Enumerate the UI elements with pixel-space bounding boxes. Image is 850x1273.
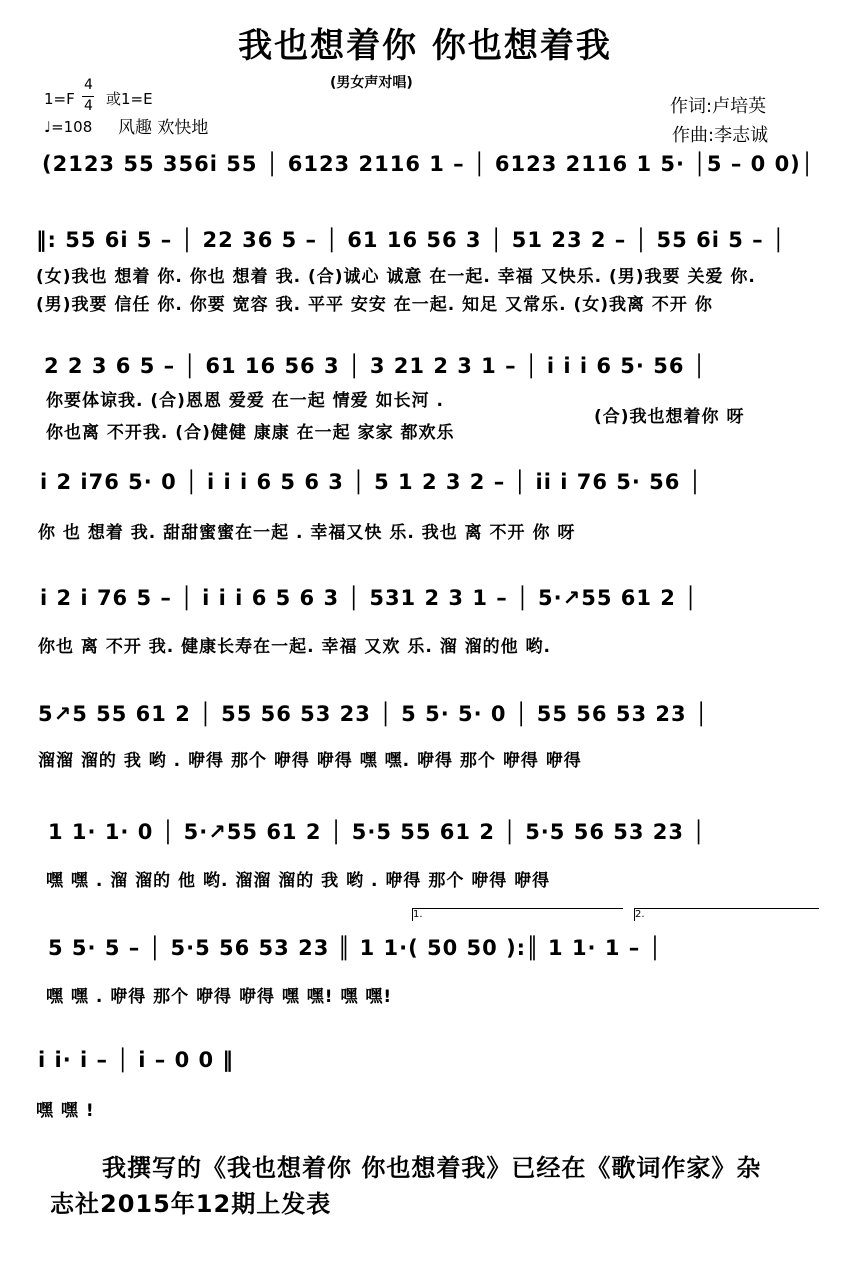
tempo-marking: ♩=108 [44,118,93,136]
time-signature-bar [82,96,94,97]
score-row-2-notes: ‖: 55 6i 5 – │ 22 36 5 – │ 61 16 56 3 │ 51 23 2 – │ 55 6i 5 – │ [36,228,786,252]
time-signature-top: 4 [84,77,93,93]
volta-1-bracket [412,908,623,921]
score-row-5-lyric-1: 你也 离 不开 我. 健康长寿在一起. 幸福 又欢 乐. 溜 溜的他 哟. [38,637,552,657]
publication-note [50,1150,810,1222]
score-row-9-notes: i i· i – │ i – 0 0 ‖ [38,1048,234,1072]
song-title: 我也想着你 你也想着我 [238,26,612,66]
alternate-key: 或1=E [106,90,153,108]
time-signature-bottom: 4 [84,98,93,114]
score-row-6-notes: 5↗5 55 61 2 │ 55 56 53 23 │ 5 5· 5· 0 │ 55 56 53 23 │ [38,702,709,726]
score-row-1-notes: (2123 55 356i 55 │ 6123 2116 1 – │ 6123 2116 1 5· │5 – 0 0)│ [42,152,815,176]
score-row-3-lyric-3: (合)我也想着你 呀 [594,407,745,427]
expression-marking: 风趣 欢快地 [118,118,209,138]
publication-note-line-1: 我撰写的《我也想着你 你也想着我》已经在《歌词作家》杂 [102,1154,762,1182]
score-row-8-lyric-1: 嘿 嘿 . 咿得 那个 咿得 咿得 嘿 嘿! 嘿 嘿! [46,987,393,1007]
score-row-3-lyric-1: 你要体谅我. (合)恩恩 爱爱 在一起 情爱 如长河 . [46,391,444,411]
publication-note-line-2: 志社2015年12期上发表 [50,1190,332,1218]
volta-1-label: 1. [413,909,423,920]
score-row-3-notes: 2 2 3 6 5 – │ 61 16 56 3 │ 3 21 2 3 1 – │ i i i 6 5· 56 │ [44,354,707,378]
score-row-6-lyric-1: 溜溜 溜的 我 哟 . 咿得 那个 咿得 咿得 嘿 嘿. 咿得 那个 咿得 咿得 [38,751,582,771]
key-signature: 1=F [44,90,75,108]
score-row-7-notes: 1 1· 1· 0 │ 5·↗55 61 2 │ 5·5 55 61 2 │ 5·5 56 53 23 │ [48,820,706,844]
score-row-9-lyric-1: 嘿 嘿 ! [36,1101,95,1121]
score-row-4-lyric-1: 你 也 想着 我. 甜甜蜜蜜在一起 . 幸福又快 乐. 我也 离 不开 你 呀 [38,523,576,543]
volta-2-label: 2. [635,909,645,920]
score-row-2-lyric-1: (女)我也 想着 你. 你也 想着 我. (合)诚心 诚意 在一起. 幸福 又快乐. (男)我要 关爱 你. [36,267,756,287]
score-row-7-lyric-1: 嘿 嘿 . 溜 溜的 他 哟. 溜溜 溜的 我 哟 . 咿得 那个 咿得 咿得 [46,871,551,891]
score-row-8-notes: 5 5· 5 – │ 5·5 56 53 23 ║ 1 1·( 50 50 ):║ 1 1· 1 – │ [48,936,663,960]
score-row-5-notes: i 2 i 76 5 – │ i i i 6 5 6 3 │ 531 2 3 1 – │ 5·↗55 61 2 │ [40,586,698,610]
lyricist-credit: 作词:卢培英 [670,96,767,117]
score-row-3-lyric-2: 你也离 不开我. (合)健健 康康 在一起 家家 都欢乐 [46,423,455,443]
score-row-4-notes: i 2 i76 5· 0 │ i i i 6 5 6 3 │ 5 1 2 3 2 – │ ii i 76 5· 56 │ [40,470,703,494]
composer-credit: 作曲:李志诚 [672,125,769,146]
subtitle: (男女声对唱) [330,75,413,91]
volta-2-bracket [634,908,819,921]
score-row-2-lyric-2: (男)我要 信任 你. 你要 宽容 我. 平平 安安 在一起. 知足 又常乐. (女)我离 不开 你 [36,295,713,315]
